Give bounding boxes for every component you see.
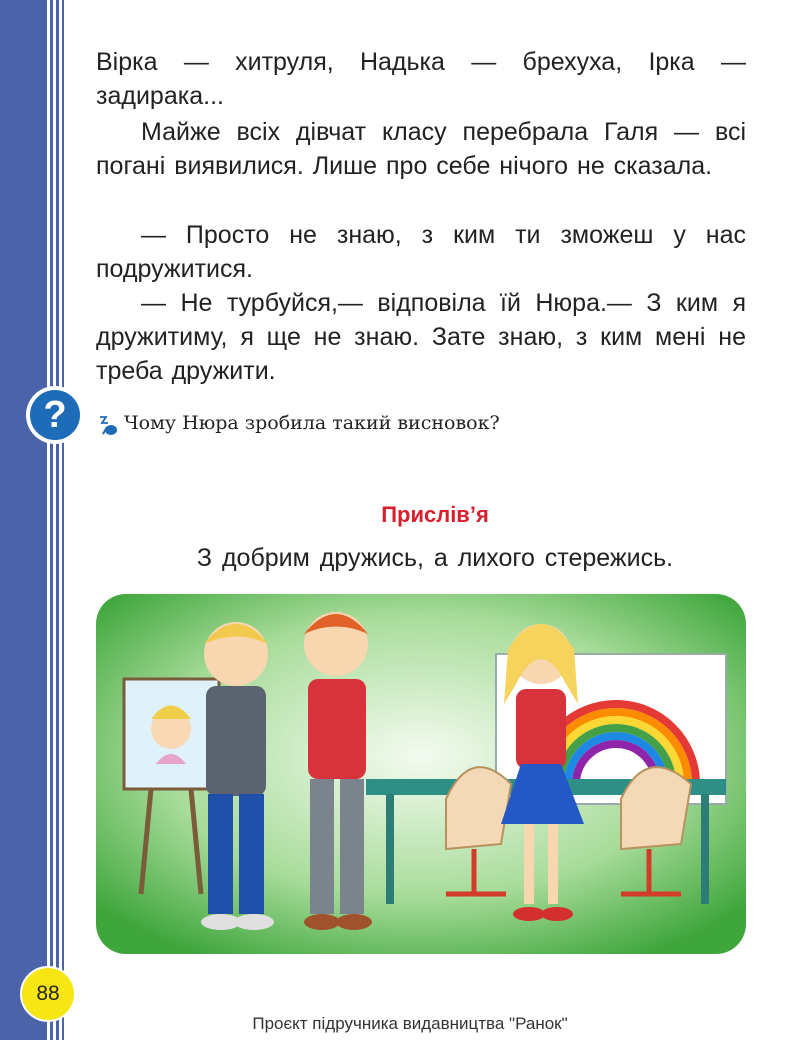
page-number-badge: 88 bbox=[20, 966, 76, 1022]
question-badge-mark: ? bbox=[30, 390, 80, 440]
question-text: Чому Нюра зробила такий висновок? bbox=[124, 412, 500, 434]
question-icon bbox=[26, 386, 84, 444]
classroom-illustration bbox=[96, 594, 746, 954]
publisher-footer: Проєкт підручника видавництва "Ранок" bbox=[252, 1014, 568, 1033]
proverb-heading: Прислів’я bbox=[381, 502, 489, 527]
paragraph-4: — Не турбуйся,— відповіла їй Нюра.— З ким я дружитиму, я ще не знаю. Зате знаю, з ким мені не треба дружити. bbox=[96, 289, 746, 385]
paragraph-2: Майже всіх дівчат класу перебрала Галя — всі погані виявилися. Лише про себе нічого не сказала. bbox=[96, 118, 746, 180]
proverb-text: З добрим дружись, а лихого стережись. bbox=[196, 544, 674, 572]
writing-hand-icon bbox=[97, 414, 119, 438]
paragraph-1: Вірка — хитруля, Надька — брехуха, Ірка — задирака... bbox=[96, 48, 746, 110]
paragraph-3: — Просто не знаю, з ким ти зможеш у нас подружитися. bbox=[96, 221, 746, 283]
